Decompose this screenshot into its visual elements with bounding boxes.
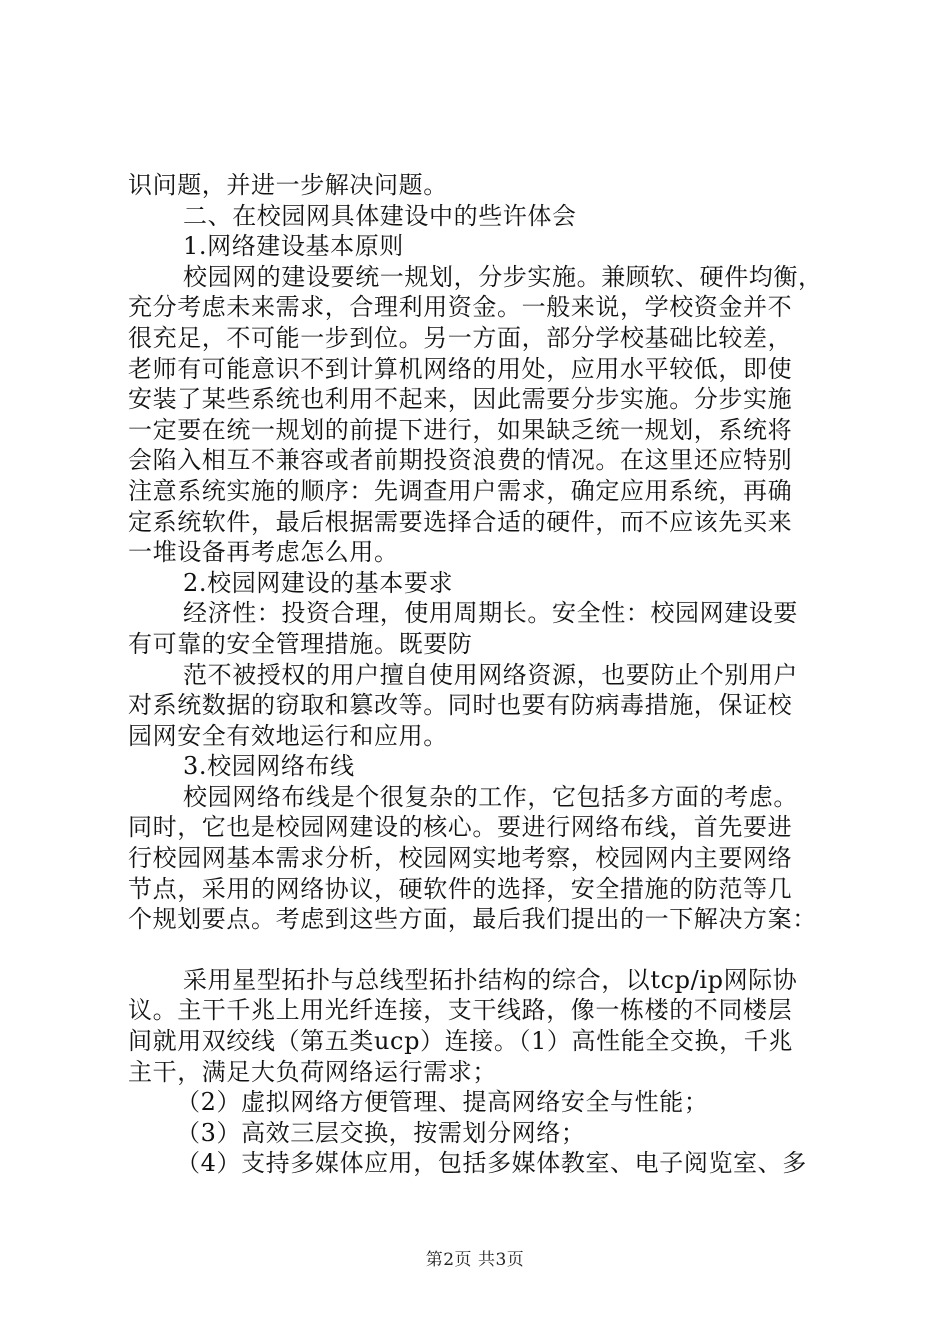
text-line: 有可靠的安全管理措施。既要防 [128, 629, 473, 658]
text-line: 同时，它也是校园网建设的核心。要进行网络布线，首先要进 [128, 813, 793, 842]
text-line: 注意系统实施的顺序：先调查用户需求，确定应用系统，再确 [128, 476, 793, 505]
text-line: 对系统数据的窃取和篡改等。同时也要有防病毒措施，保证校 [128, 691, 793, 720]
text-line: （4）支持多媒体应用，包括多媒体教室、电子阅览室、多 [176, 1149, 807, 1178]
text-line: 3.校园网络布线 [183, 752, 355, 781]
text-line: 节点，采用的网络协议，硬软件的选择，安全措施的防范等几 [128, 874, 793, 903]
text-line: 定系统软件，最后根据需要选择合适的硬件，而不应该先买来 [128, 507, 793, 536]
text-line: 2.校园网建设的基本要求 [183, 568, 454, 597]
text-line: 校园网的建设要统一规划，分步实施。兼顾软、硬件均衡， [183, 262, 823, 291]
text-line: 一定要在统一规划的前提下进行，如果缺乏统一规划，系统将 [128, 415, 793, 444]
page-footer: 第2页 共3页 [425, 1250, 525, 1270]
text-line: 一堆设备再考虑怎么用。 [128, 538, 399, 567]
text-line: 安装了某些系统也利用不起来，因此需要分步实施。分步实施 [128, 385, 793, 414]
text-line: （3）高效三层交换，按需划分网络； [176, 1118, 586, 1147]
document-body [128, 170, 840, 1179]
text-line: 会陷入相互不兼容或者前期投资浪费的情况。在这里还应特别 [128, 446, 793, 475]
text-line: 议。主干千兆上用光纤连接，支干线路，像一栋楼的不同楼层 [128, 996, 793, 1025]
text-line: 采用星型拓扑与总线型拓扑结构的综合，以tcp/ip网际协 [183, 965, 798, 994]
text-line: 经济性：投资合理，使用周期长。安全性：校园网建设要 [183, 599, 798, 628]
text-line: 老师有可能意识不到计算机网络的用处，应用水平较低，即使 [128, 354, 793, 383]
text-line: 校园网络布线是个很复杂的工作，它包括多方面的考虑。 [183, 782, 798, 811]
text-line: 范不被授权的用户擅自使用网络资源，也要防止个别用户 [183, 660, 798, 689]
text-line: 1.网络建设基本原则 [183, 232, 404, 261]
text-line: （2）虚拟网络方便管理、提高网络安全与性能； [176, 1088, 709, 1117]
text-line: 行校园网基本需求分析，校园网实地考察，校园网内主要网络 [128, 844, 793, 873]
text-line: 识问题，并进一步解决问题。 [128, 171, 448, 199]
text-line: 二、在校园网具体建设中的些许体会 [183, 201, 577, 230]
text-line: 充分考虑未来需求，合理利用资金。一般来说，学校资金并不 [128, 293, 793, 322]
blank-line [128, 935, 840, 965]
text-line: 个规划要点。考虑到这些方面，最后我们提出的一下解决方案： [128, 905, 817, 934]
text-line: 很充足，不可能一步到位。另一方面，部分学校基础比较差， [128, 323, 793, 352]
text-line: 园网安全有效地运行和应用。 [128, 721, 448, 750]
text-line: 主干，满足大负荷网络运行需求； [128, 1057, 497, 1086]
text-line: 间就用双绞线（第五类ucp）连接。（1）高性能全交换，千兆 [128, 1027, 793, 1056]
